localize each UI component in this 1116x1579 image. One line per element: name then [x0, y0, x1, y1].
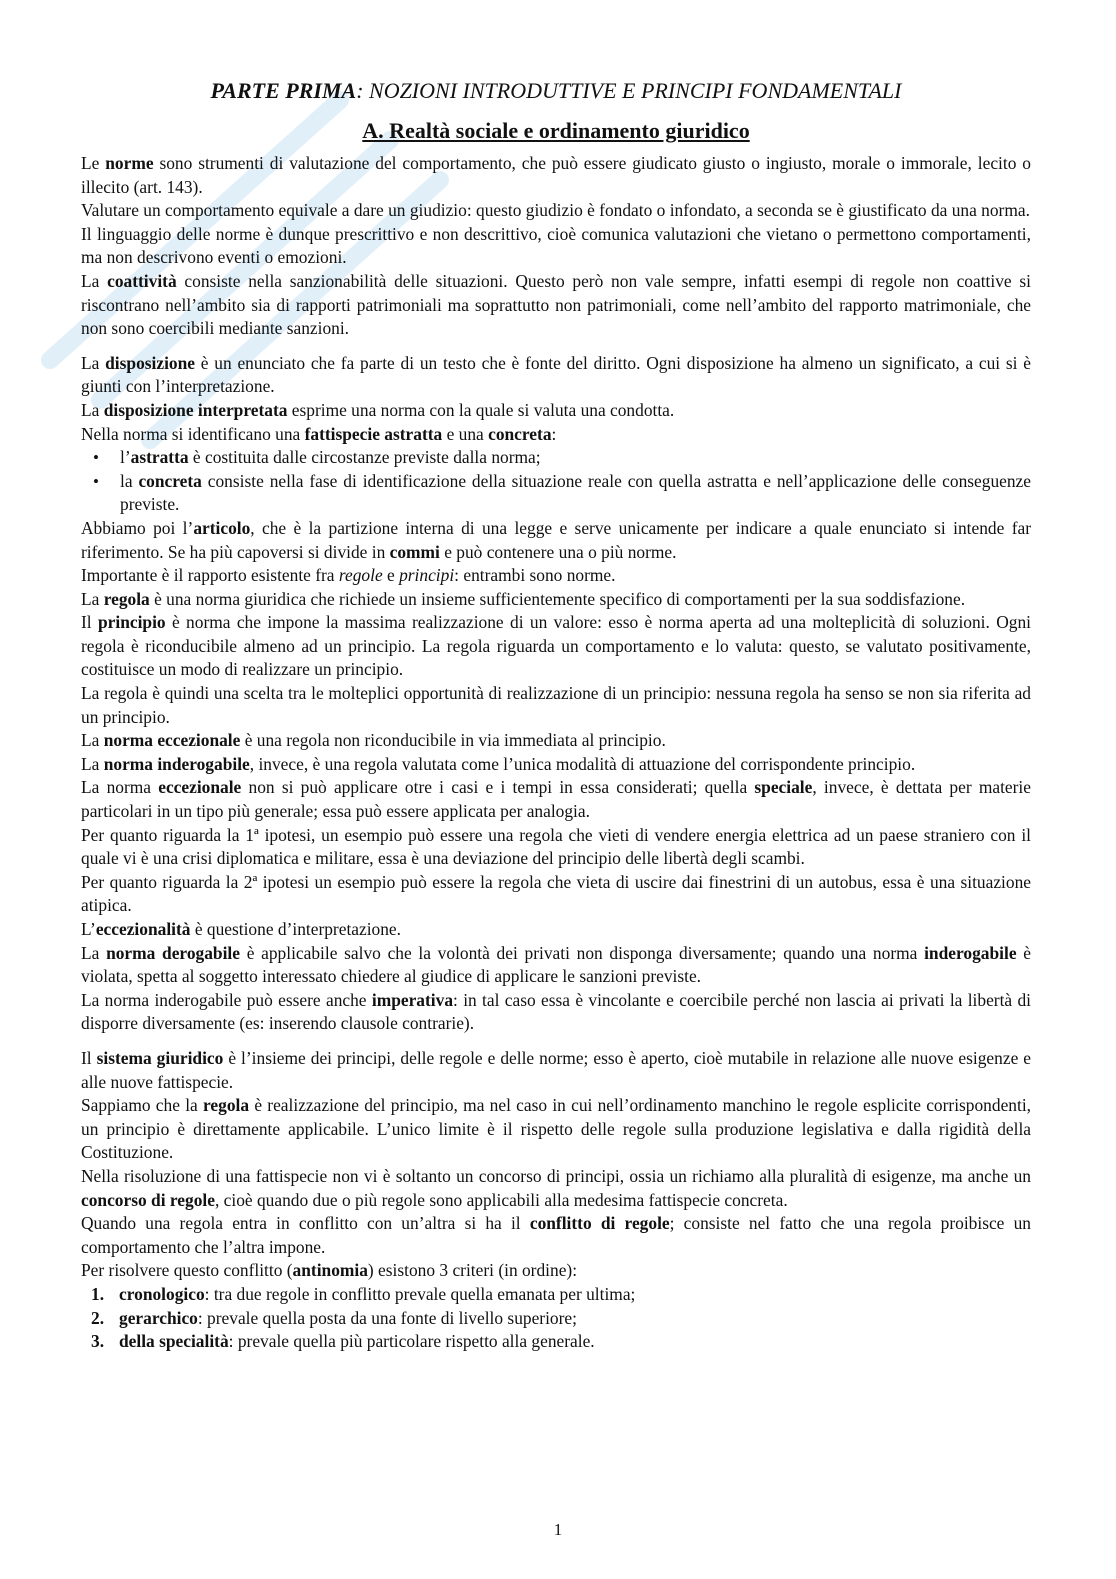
- paragraph: [81, 942, 1031, 989]
- text-run: la: [120, 470, 139, 491]
- text-run: ; consiste nel fatto che una regola proibisce un comportamento che l’altra impone.: [81, 1213, 1031, 1257]
- text-run: è violata, spetta al soggetto interessato chiedere al giudice di applicare le sanzioni previste.: [81, 942, 1031, 987]
- bullet-item: [81, 446, 1031, 470]
- italic-term: regole: [338, 565, 383, 586]
- text-run: è un enunciato che fa parte di un testo che è fonte del diritto. Ogni disposizione ha almeno un significato, a cui si è giunti con l’interpretazione.: [81, 352, 1031, 397]
- paragraph: [81, 611, 1031, 682]
- paragraph: [81, 1047, 1031, 1094]
- text-run: La: [81, 352, 106, 373]
- bold-term: norma inderogabile: [103, 753, 250, 774]
- paragraph: [81, 1094, 1031, 1165]
- numbered-item: [81, 1283, 1031, 1307]
- part-title: [81, 76, 1031, 106]
- text-run: e: [382, 565, 400, 586]
- paragraph-gap: [81, 1036, 1031, 1047]
- text-run: ) esistono 3 criteri (in ordine):: [367, 1260, 578, 1281]
- text-run: è applicabile salvo che la volontà dei privati non disponga diversamente; quando una norma: [239, 942, 925, 963]
- paragraph: [81, 517, 1031, 564]
- text-run: Importante è il rapporto esistente fra: [81, 565, 339, 586]
- numbered-list: [81, 1283, 1031, 1354]
- paragraph: [81, 564, 1031, 588]
- text-run: La regola è quindi una scelta tra le molteplici opportunità di realizzazione di un principio: nessuna regola ha senso se non sia riferita ad un principio.: [81, 683, 1031, 727]
- bold-term: antinomia: [292, 1260, 368, 1281]
- text-run: non si può applicare otre i casi e i tempi in essa considerati; quella: [241, 777, 755, 798]
- paragraph: [81, 682, 1031, 729]
- bold-term: eccezionale: [158, 777, 242, 798]
- paragraph: [81, 1165, 1031, 1212]
- page-number: 1: [553, 1520, 563, 1539]
- paragraph: [81, 270, 1031, 341]
- paragraph: [81, 1212, 1031, 1259]
- text-run: Per quanto riguarda la 1ª ipotesi, un esempio può essere una regola che vieti di vendere energia elettrica ad un paese straniero con il quale vi è una crisi diplomatica e militare, essa è una deviazione del principio delle libertà degli scambi.: [81, 824, 1031, 869]
- text-run: Nella norma si identificano una: [81, 423, 305, 444]
- text-run: La: [81, 753, 104, 774]
- text-run: Quando una regola entra in conflitto con un’altra si ha il: [81, 1213, 530, 1234]
- text-run: , invece, è una regola valutata come l’unica modalità di attuazione del corrispondente principio.: [249, 753, 916, 774]
- text-run: La: [81, 588, 104, 609]
- text-run: è questione d’interpretazione.: [190, 919, 401, 939]
- text-run: Il linguaggio delle norme è dunque prescrittivo e non descrittivo, cioè comunica valutazioni che vietano o permettono comportamenti, ma non descrivono eventi o emozioni.: [81, 223, 1031, 268]
- text-run: La: [81, 730, 104, 751]
- bold-term: coattività: [107, 270, 177, 291]
- text-run: è realizzazione del principio, ma nel caso in cui nell’ordinamento manchino le regole esplicite corrispondenti, un principio è direttamente applicabile. L’unico limite è il rispetto delle regole sulla produzione legislativa e dalla rigidità della Costituzione.: [81, 1095, 1032, 1163]
- text-run: , cioè quando due o più regole sono applicabili alla medesima fattispecie concreta.: [214, 1189, 788, 1210]
- bold-term: concreta: [138, 470, 202, 491]
- bold-term: conflitto di regole: [529, 1213, 670, 1234]
- text-run: Il: [81, 612, 98, 633]
- bold-term: astratta: [130, 447, 189, 468]
- text-run: Nella risoluzione di una fattispecie non vi è soltanto un concorso di principi, ossia un richiamo alla pluralità di esigenze, ma anche un: [81, 1165, 1031, 1186]
- paragraph: [81, 989, 1031, 1036]
- bold-term: norme: [105, 153, 154, 173]
- text-run: esprime una norma con la quale si valuta una condotta.: [287, 399, 675, 420]
- bold-term: commi: [389, 541, 440, 562]
- bold-term: della specialità: [119, 1331, 229, 1352]
- document-content: [81, 76, 1031, 1354]
- paragraph-gap: [81, 341, 1031, 352]
- text-run: e può contenere una o più norme.: [439, 541, 677, 562]
- bold-term: regola: [203, 1095, 250, 1116]
- text-run: consiste nella fase di identificazione della situazione reale con quella astratta e nell’applicazione delle conseguenze previste.: [120, 470, 1031, 515]
- item-number: 3.: [91, 1331, 105, 1352]
- text-run: , invece, è dettata per materie particolari in un tipo più generale; essa può essere applicata per analogia.: [81, 777, 1031, 822]
- bold-term: inderogabile: [924, 942, 1017, 963]
- section-title: A. Realtà sociale e ordinamento giuridico: [362, 118, 750, 143]
- bold-term: concreta: [488, 423, 552, 444]
- text-run: è una regola non riconducibile in via immediata al principio.: [240, 730, 666, 751]
- text-run: Il: [81, 1047, 97, 1068]
- paragraph: [81, 352, 1031, 399]
- paragraph: [81, 1259, 1031, 1283]
- bold-term: disposizione interpretata: [103, 399, 288, 420]
- text-run: La: [81, 270, 108, 291]
- bold-term: principio: [97, 612, 166, 633]
- bold-term: disposizione: [105, 352, 195, 373]
- bold-term: regola: [103, 588, 150, 609]
- paragraph: [81, 223, 1031, 270]
- text-run: consiste nella sanzionabilità delle situazioni. Questo però non vale sempre, infatti esempi di regole non coattive si riscontrano nell’ambito sia di rapporti patrimoniali ma soprattutto non patrimoniali, come nell’ambito del rapporto matrimoniale, che non sono coercibili mediante sanzioni.: [81, 270, 1031, 339]
- text-run: Sappiamo che la: [81, 1095, 204, 1116]
- text-run: Per quanto riguarda la 2ª ipotesi un esempio può essere la regola che vieta di uscire dai finestrini di un autobus, essa è una situazione atipica.: [81, 871, 1031, 916]
- paragraph: [81, 152, 1031, 199]
- bold-term: cronologico: [119, 1283, 205, 1304]
- text-run: : prevale quella posta da una fonte di livello superiore;: [197, 1307, 577, 1328]
- numbered-item: [81, 1307, 1031, 1331]
- numbered-item: [81, 1330, 1031, 1354]
- bold-term: articolo: [193, 517, 251, 538]
- text-run: sono strumenti di valutazione del comportamento, che può essere giudicato giusto o ingiusto, morale o immorale, lecito o illecito (art. 143).: [81, 153, 1031, 197]
- paragraph: [81, 199, 1031, 223]
- bold-term: norma derogabile: [106, 942, 240, 963]
- paragraph: [81, 588, 1031, 612]
- text-run: Le: [81, 153, 106, 173]
- paragraph: [81, 753, 1031, 777]
- text-run: l’: [120, 447, 131, 468]
- part-title-bold: PARTE PRIMA: [210, 78, 357, 103]
- paragraph: [81, 824, 1031, 871]
- paragraph: [81, 776, 1031, 823]
- part-title-rest: : NOZIONI INTRODUTTIVE E PRINCIPI FONDAMENTALI: [356, 78, 902, 103]
- text-run: La norma inderogabile può essere anche: [81, 989, 372, 1010]
- bold-term: gerarchico: [119, 1307, 198, 1328]
- paragraph: [81, 423, 1031, 447]
- bold-term: concorso di regole: [81, 1189, 215, 1210]
- text-run: La: [81, 942, 107, 963]
- bullet-item: [81, 470, 1031, 517]
- text-run: , che è la partizione interna di una legge e serve unicamente per indicare a quale enunciato si intende far riferimento. Se ha più capoversi si divide in: [81, 517, 1031, 562]
- text-run: : entrambi sono norme.: [454, 565, 616, 586]
- text-run: L’: [81, 919, 96, 939]
- bold-term: norma eccezionale: [103, 730, 241, 751]
- italic-term: principi: [399, 565, 455, 586]
- paragraph: [81, 871, 1031, 918]
- text-run: Per risolvere questo conflitto (: [81, 1260, 293, 1281]
- text-run: e una: [442, 423, 489, 444]
- bold-term: sistema giuridico: [96, 1047, 224, 1068]
- bold-term: imperativa: [371, 989, 454, 1010]
- text-run: è l’insieme dei principi, delle regole e delle norme; esso è aperto, cioè mutabile in relazione alle nuove esigenze e alle nuove fattispecie.: [81, 1047, 1031, 1092]
- text-run: è norma che impone la massima realizzazione di un valore: esso è norma aperta ad una molteplicità di soluzioni. Ogni regola è riconducibile almeno ad un principio. La regola riguarda un comportamento e lo valuta: questo, se valutato positivamente, costituisce un modo di realizzare un principio.: [81, 612, 1031, 680]
- bold-term: fattispecie astratta: [304, 423, 443, 444]
- bold-term: eccezionalità: [95, 919, 191, 939]
- text-run: Abbiamo poi l’: [81, 517, 194, 538]
- item-number: 1.: [91, 1283, 105, 1304]
- paragraph: [81, 399, 1031, 423]
- text-run: è costituita dalle circostanze previste dalla norma;: [188, 447, 541, 468]
- text-run: La: [81, 399, 104, 420]
- text-run: Valutare un comportamento equivale a dare un giudizio: questo giudizio è fondato o infondato, a seconda se è giustificato da una norma.: [81, 200, 1030, 221]
- bold-term: speciale: [754, 777, 813, 798]
- text-run: : prevale quella più particolare rispetto alla generale.: [228, 1331, 595, 1352]
- paragraph: [81, 918, 1031, 942]
- text-run: : tra due regole in conflitto prevale quella emanata per ultima;: [204, 1283, 636, 1304]
- item-number: 2.: [91, 1307, 105, 1328]
- text-run: è una norma giuridica che richiede un insieme sufficientemente specifico di comportamenti per la sua soddisfazione.: [149, 588, 966, 609]
- bullet-list: [81, 446, 1031, 517]
- text-run: : in tal caso essa è vincolante e coercibile perché non lascia ai privati la libertà di disporre diversamente (es: inserendo clausole contrarie).: [81, 989, 1032, 1034]
- paragraph: [81, 729, 1031, 753]
- text-run: La norma: [81, 777, 159, 798]
- body-text: [81, 152, 1031, 1354]
- text-run: :: [551, 423, 557, 444]
